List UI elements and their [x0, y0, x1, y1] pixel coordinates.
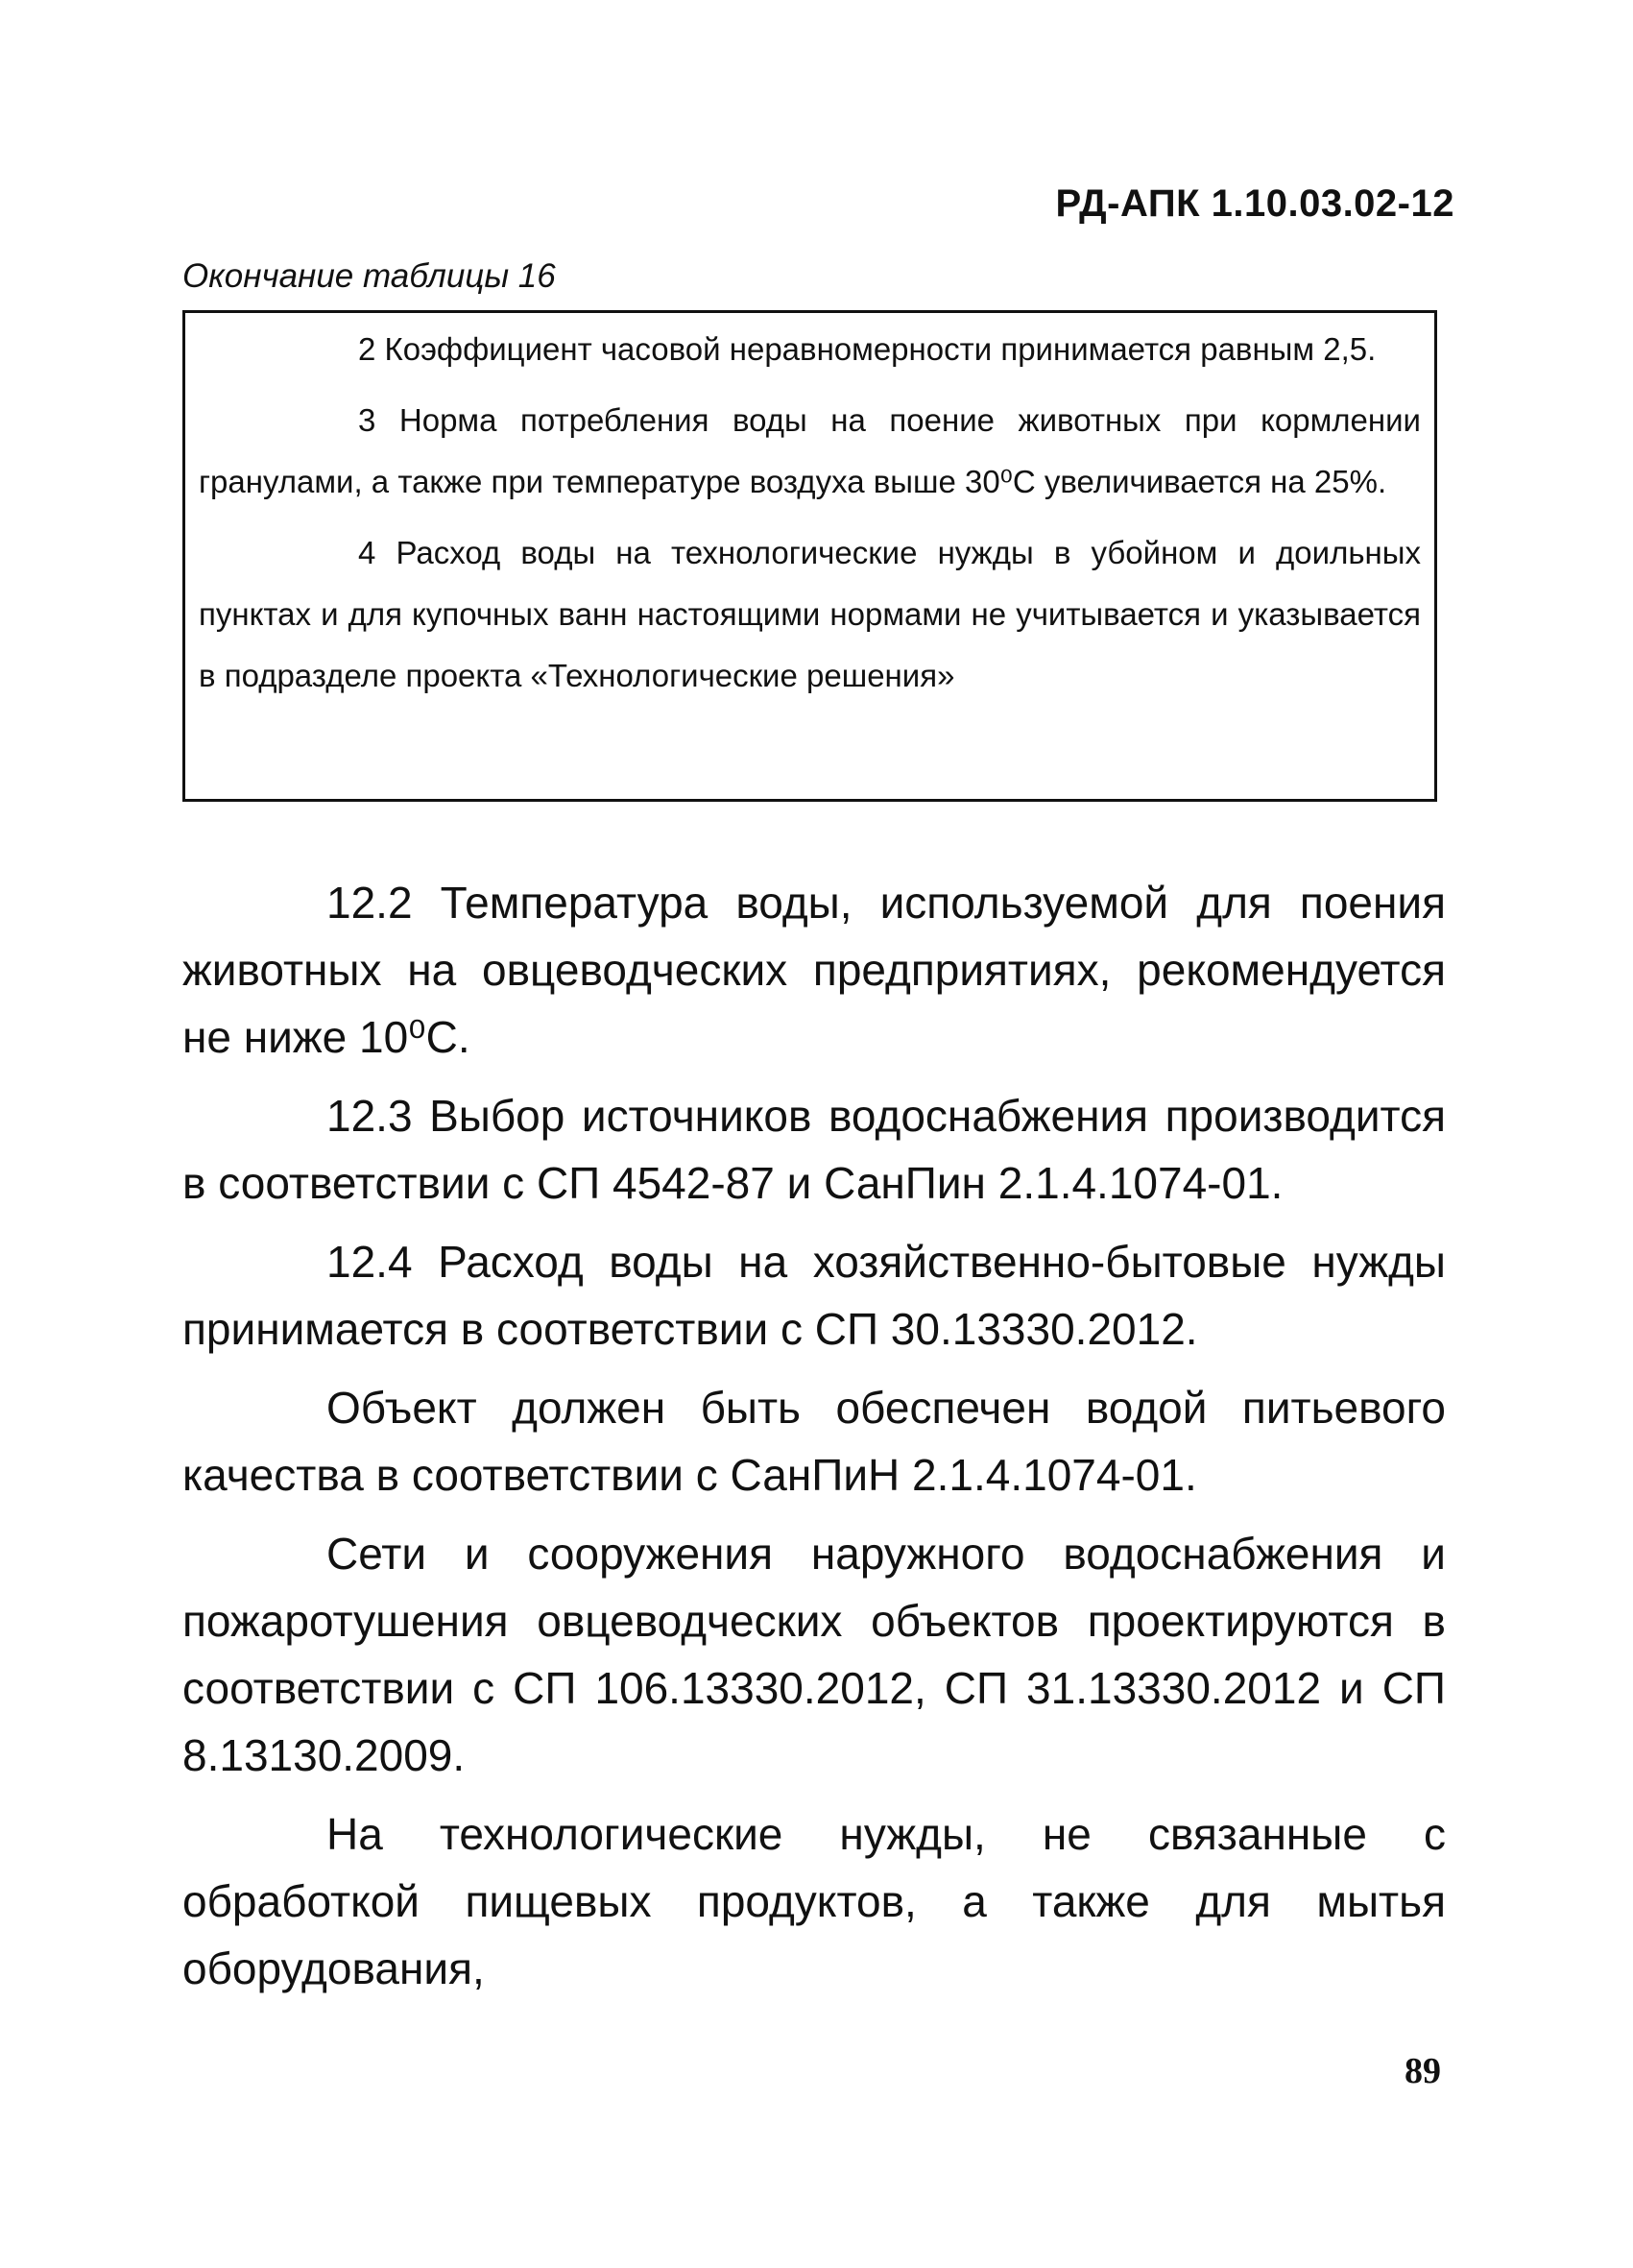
paragraph-12-4: 12.4 Расход воды на хозяйственно-бытовые нужды принимается в соответствии с СП 30.13330.2012. [182, 1237, 1446, 1354]
page-number: 89 [1405, 2051, 1441, 2091]
table-notes-box [182, 310, 1437, 802]
paragraph: На технологические нужды, не связанные с обработкой пищевых продуктов, а также для мытья оборудования, [182, 1809, 1446, 1993]
document-code: РД-АПК 1.10.03.02-12 [1055, 182, 1454, 225]
table-note: 4 Расход воды на технологические нужды в убойном и доильных пунктах и для купочных ванн настоящими нормами не учитывается и указывается в подразделе проекта «Технологические решения» [199, 535, 1421, 693]
paragraph: Сети и сооружения наружного водоснабжения и пожаротушения овцеводческих объектов проектируются в соответствии с СП 106.13330.2012, СП 31.13330.2012 и СП 8.13130.2009. [182, 1529, 1446, 1780]
paragraph-12-2: 12.2 Температура воды, используемой для поения животных на овцеводческих предприятиях, рекомендуется не ниже 10⁰С. [182, 878, 1446, 1062]
table-caption: Окончание таблицы 16 [182, 257, 556, 295]
table-note: 2 Коэффициент часовой неравномерности принимается равным 2,5. [358, 331, 1377, 367]
body-text [182, 869, 1446, 2014]
paragraph-12-3: 12.3 Выбор источников водоснабжения производится в соответствии с СП 4542-87 и СанПин 2.1.4.1074-01. [182, 1091, 1446, 1208]
paragraph: Объект должен быть обеспечен водой питьевого качества в соответствии с СанПиН 2.1.4.1074-01. [182, 1383, 1446, 1500]
table-note: 3 Норма потребления воды на поение животных при кормлении гранулами, а также при температуре воздуха выше 30⁰С увеличивается на 25%. [199, 402, 1421, 499]
